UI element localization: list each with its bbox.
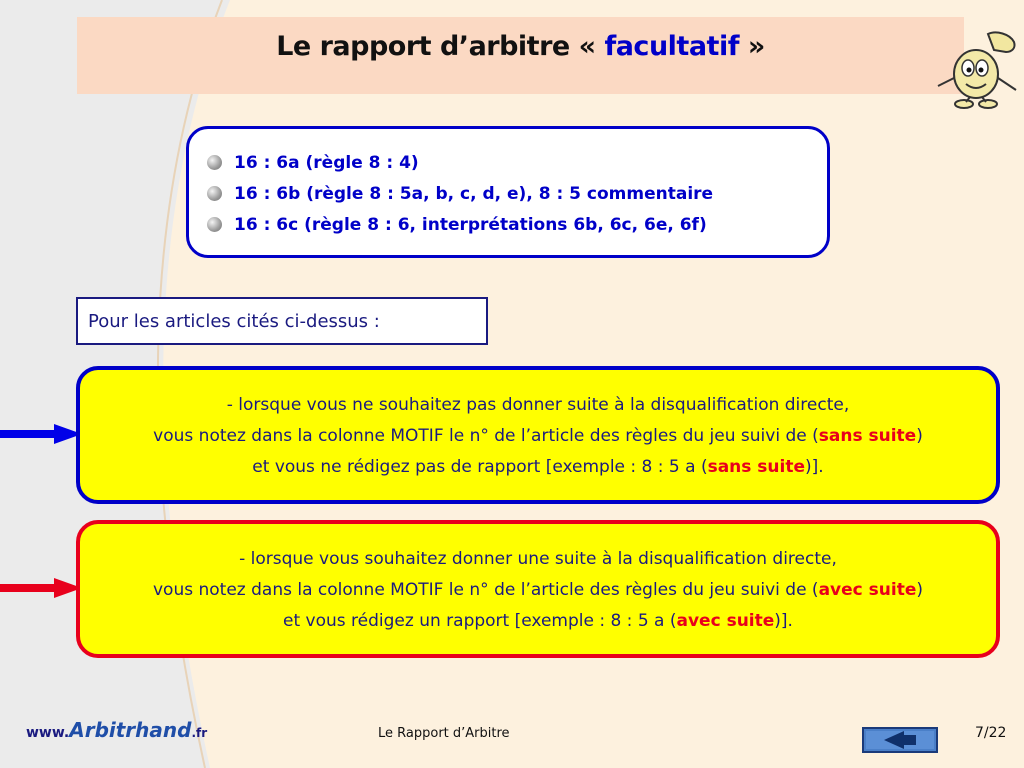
case-text: )]. [774,611,793,631]
logo-brand: Arbitrhand [69,718,192,742]
site-logo-link[interactable] [26,718,207,742]
arrow-right-icon [0,578,82,598]
highlight-avec-suite: avec suite [676,611,775,631]
footer-title: Le Rapport d’Arbitre [378,726,510,741]
back-navigation-button[interactable] [862,727,938,753]
case-line: - lorsque vous souhaitez donner une suite à la disqualification directe, [239,549,837,569]
list-item [207,147,827,178]
intro-label: Pour les articles cités ci-dessus : [76,297,488,345]
case-text: )]. [805,457,824,477]
list-item [207,209,827,240]
case-text: vous notez dans la colonne MOTIF le n° de l’article des règles du jeu suivi de ( [153,426,819,446]
highlight-sans-suite: sans suite [707,457,806,477]
logo-tld: .fr [191,726,208,740]
highlight-sans-suite: sans suite [818,426,917,446]
whistle-mascot-icon [930,28,1022,112]
case-text: ) [916,580,923,600]
page-number: 7/22 [975,725,1007,741]
case-line [80,452,996,483]
sphere-bullet-icon [207,217,222,232]
case-text: et vous rédigez un rapport [exemple : 8 : 5 a ( [283,611,677,631]
arrow-right-icon [0,424,82,444]
case-text: et vous ne rédigez pas de rapport [exemple : 8 : 5 a ( [252,457,708,477]
sphere-bullet-icon [207,155,222,170]
list-item [207,178,827,209]
sphere-bullet-icon [207,186,222,201]
case-line [80,575,996,606]
case-line [80,421,996,452]
case-no-report [76,366,1000,504]
rule-text: 16 : 6c (règle 8 : 6, interprétations 6b, 6c, 6e, 6f) [234,214,707,235]
case-line [80,606,996,637]
rule-text: 16 : 6a (règle 8 : 4) [234,152,419,173]
title-accent: facultatif [604,31,739,62]
rule-text: 16 : 6b (règle 8 : 5a, b, c, d, e), 8 : 5 commentaire [234,183,714,204]
case-report [76,520,1000,658]
rules-list [186,126,830,258]
title-prefix: Le rapport d’arbitre « [276,31,605,62]
case-text: ) [916,426,923,446]
case-line: - lorsque vous ne souhaitez pas donner suite à la disqualification directe, [226,395,850,415]
logo-prefix: www. [26,725,70,741]
case-text: vous notez dans la colonne MOTIF le n° de l’article des règles du jeu suivi de ( [152,580,819,600]
title-suffix: » [738,31,765,62]
highlight-avec-suite: avec suite [818,580,917,600]
page-title [77,17,964,94]
